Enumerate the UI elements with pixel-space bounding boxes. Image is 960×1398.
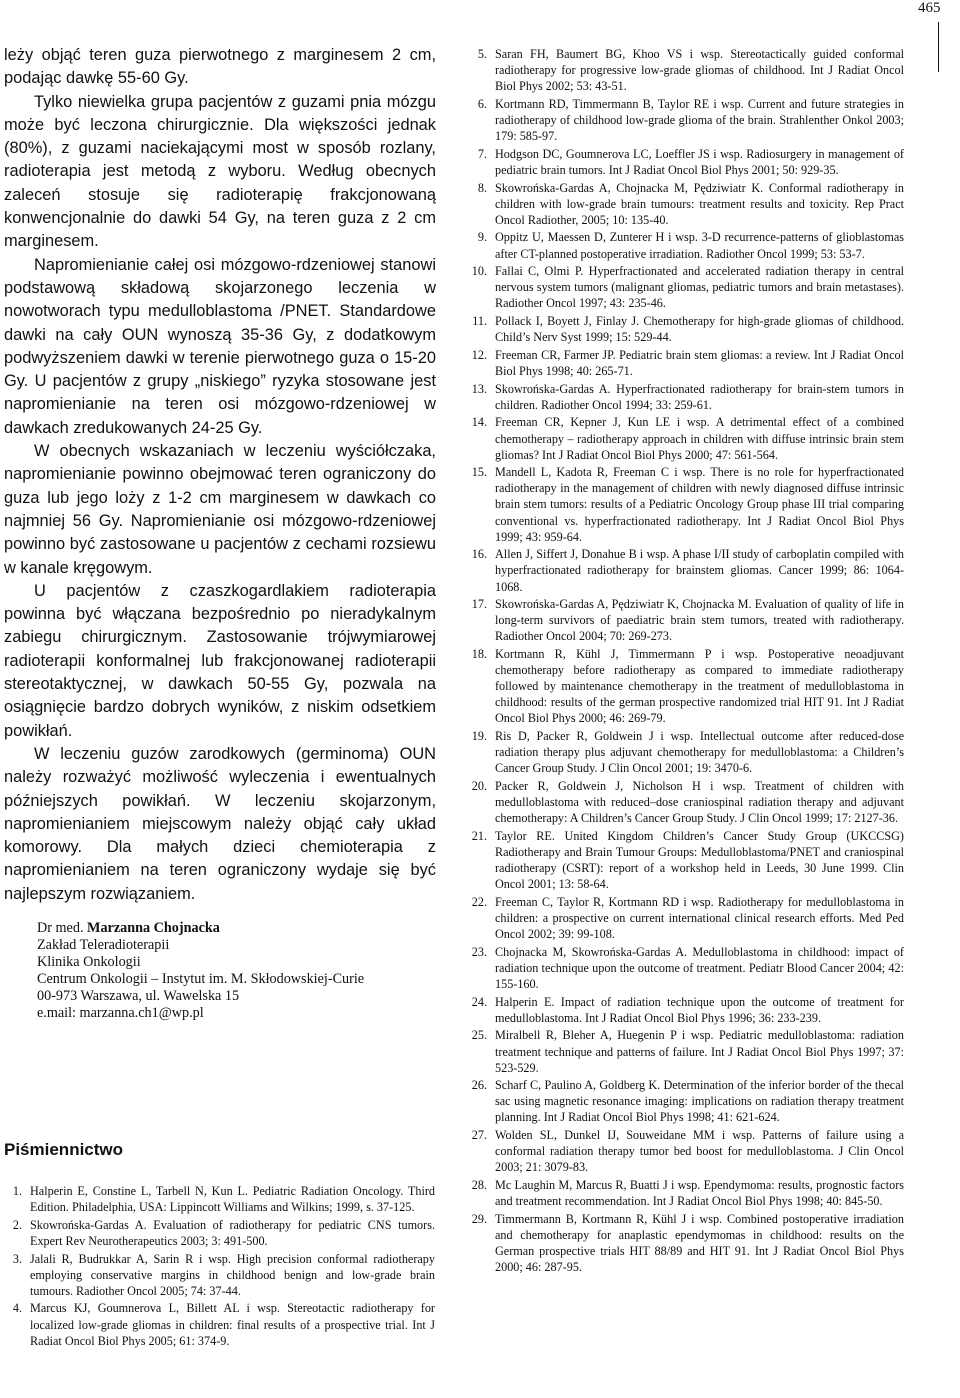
reference-text: Scharf C, Paulino A, Goldberg K. Determination of the inferior border of the thecal sac using magnetic resonance imaging: implications on radiation therapy treatment planning. Int J Radiat Oncol Biol Phys 1998; 41: 621-624.	[495, 1078, 904, 1125]
reference-text: Wolden SL, Dunkel IJ, Souweidane MM i wsp. Patterns of failure using a conformal radiation therapy tumor bed boost for medulloblastoma. J Clin Oncol 2003; 21: 3079-83.	[495, 1128, 904, 1175]
reference-item	[469, 146, 904, 178]
reference-number: 2.	[12, 1217, 22, 1232]
reference-text: Allen J, Siffert J, Donahue B i wsp. A phase I/II study of carboplatin compiled with hyperfractionated radiotherapy for brainstem gliomas. Cancer 1999; 86: 1064-1068.	[495, 547, 904, 594]
reference-text: Taylor RE. United Kingdom Children’s Cancer Study Group (UKCCSG) Radiotherapy and Brain Tumour Groups: Medulloblastoma/PNET and craniospinal radiotherapy (CSRT): report of a workshop held in Leeds, 30 June 1999. Clin Oncol 2001; 13: 58-64.	[495, 828, 904, 892]
reference-item	[4, 1183, 435, 1215]
reference-item	[469, 1027, 904, 1075]
reference-item	[469, 464, 904, 544]
address-line: Zakład Teleradioterapii	[37, 936, 170, 953]
reference-text: Mc Laughin M, Marcus R, Buatti J i wsp. Ependymoma: results, prognostic factors and treatment recommendation. Int J Radiat Oncol Biol Phys 1998; 40: 845-50.	[495, 1178, 904, 1209]
reference-item	[469, 96, 904, 144]
reference-text: Skowrońska-Gardas A. Hyperfractionated radiotherapy for brain-stem tumors in children. Radiother Oncol 1994; 33: 259-61.	[495, 381, 904, 412]
reference-number: 20.	[471, 779, 487, 794]
reference-text: Fallai C, Olmi P. Hyperfractionated and accelerated radiation therapy in central nervous system tumors (malignant gliomas, pediatric tumors and brain metastases). Radiother Oncol 1997; 43: 235-46.	[495, 264, 904, 311]
body-paragraph: U pacjentów z czaszkogardlakiem radioterapia powinna być włączana bezpośrednio po nieradykalnym zabiegu chirurgicznym. Zastosowanie trójwymiarowej radioterapii konformalnej lub frakcjonowanej radioterapii stereotaktycznej, w dawkach 50-55 Gy, pozwala na osiągnięcie bardzo dobrych wyników, z niskim odsetkiem powikłań.	[4, 581, 436, 740]
reference-item	[469, 1177, 904, 1209]
reference-number: 28.	[471, 1178, 487, 1193]
address-line: 00-973 Warszawa, ul. Wawelska 15	[37, 987, 240, 1004]
references-list-left	[4, 1183, 435, 1350]
reference-number: 17.	[471, 597, 487, 612]
reference-number: 25.	[471, 1028, 487, 1043]
reference-text: Saran FH, Baumert BG, Khoo VS i wsp. Stereotactically guided conformal radiotherapy for progressive low-grade gliomas of childhood. Int J Radiat Oncol Biol Phys 2002; 53: 43-51.	[495, 47, 904, 94]
reference-text: Freeman C, Taylor R, Kortmann RD i wsp. Radiotherapy for medulloblastoma in children: a prospective on current international clinical research efforts. Med Ped Oncol 2002; 39: 99-108.	[495, 894, 904, 942]
author-name: Marzanna Chojnacka	[87, 920, 220, 936]
reference-text: Pollack I, Boyett J, Finlay J. Chemotherapy for high-grade gliomas of childhood. Child’s Nerv Syst 1999; 15: 529-44.	[495, 314, 904, 345]
reference-item	[469, 1211, 904, 1275]
body-paragraph: leży objąć teren guza pierwotnego z marginesem 2 cm, podając dawkę 55-60 Gy.	[4, 46, 436, 88]
reference-number: 14.	[471, 415, 487, 430]
reference-number: 9.	[477, 230, 487, 245]
page-number: 465	[918, 0, 941, 16]
reference-item	[469, 414, 904, 462]
reference-text: Skowrońska-Gardas A, Pędziwiatr K, Chojnacka M. Evaluation of quality of life in long-term survivors of paediatric brain stem tumors, treated with radiotherapy. Radiother Oncol 2004; 70: 269-273.	[495, 597, 904, 644]
reference-number: 13.	[471, 381, 487, 396]
reference-number: 16.	[471, 547, 487, 562]
references-heading: Piśmiennictwo	[4, 1140, 124, 1159]
reference-text: Halperin E, Constine L, Tarbell N, Kun L. Pediatric Radiation Oncology. Third Edition. Philadelphia, USA: Lippincott Williams and Wilkins; 1999, s. 37-125.	[30, 1184, 435, 1215]
reference-number: 6.	[477, 96, 487, 111]
reference-number: 27.	[471, 1128, 487, 1143]
reference-item	[469, 347, 904, 379]
reference-number: 12.	[471, 347, 487, 362]
reference-text: Marcus KJ, Goumnerova L, Billett AL i wsp. Stereotactic radiotherapy for localized low-grade gliomas in children: final results of a prospective trial. Int J Radiat Oncol Biol Phys 2005; 61: 374-9.	[30, 1301, 435, 1348]
reference-item	[469, 263, 904, 311]
reference-number: 26.	[471, 1078, 487, 1093]
reference-item	[469, 728, 904, 776]
reference-item	[469, 828, 904, 892]
reference-item	[469, 381, 904, 413]
reference-text: Skowrońska-Gardas A. Evaluation of radiotherapy for pediatric CNS tumors. Expert Rev Neurotherapeutics 2003; 3: 491-500.	[30, 1217, 435, 1248]
reference-number: 8.	[477, 180, 487, 195]
address-line: Centrum Onkologii – Instytut im. M. Skłodowskiej-Curie	[37, 970, 365, 987]
author-address	[37, 920, 364, 1021]
reference-text: Chojnacka M, Skowrońska-Gardas A. Medulloblastoma in childhood: impact of radiation technique upon the outcome of treatment. Pediatr Blood Cancer 2004; 42: 155-160.	[495, 944, 904, 991]
reference-item	[469, 180, 904, 228]
reference-number: 29.	[471, 1211, 487, 1226]
body-paragraph: W obecnych wskazaniach w leczeniu wyściółczaka, napromienianie powinno obejmować teren ograniczony do guza lub jego loży z 1-2 cm marginesem w dawkach co najmniej 56 Gy. Napromienianie osi mózgowo-rdzeniowej powinno być zastosowane u pacjentów z cechami rozsiewu w kanale kręgowym.	[4, 442, 436, 577]
reference-number: 10.	[471, 264, 487, 279]
reference-item	[4, 1300, 435, 1348]
reference-text: Skowrońska-Gardas A, Chojnacka M, Pędziwiatr K. Conformal radiotherapy in children with low-grade brain tumours: treatment results and toxicity. Rep Pract Oncol Radiother, 2005; 10: 135-40.	[495, 180, 904, 227]
reference-number: 24.	[471, 994, 487, 1009]
reference-number: 23.	[471, 944, 487, 959]
reference-number: 18.	[471, 647, 487, 662]
reference-number: 4.	[12, 1301, 22, 1316]
reference-number: 5.	[477, 47, 487, 61]
reference-text: Halperin E. Impact of radiation technique upon the outcome of treatment for medulloblastoma. Int J Radiat Oncol Biol Phys 1996; 36: 233-239.	[495, 994, 904, 1025]
body-text	[4, 44, 436, 906]
reference-item	[469, 894, 904, 942]
reference-text: Miralbell R, Bleher A, Huegenin P i wsp. Pediatric medulloblastoma: radiation treatment technique and patterns of failure. Int J Radiat Oncol Biol Phys 1997; 37: 523-529.	[495, 1028, 904, 1075]
reference-text: Freeman CR, Farmer JP. Pediatric brain stem gliomas: a review. Int J Radiat Oncol Biol Phys 1998; 40: 265-71.	[495, 347, 904, 378]
reference-text: Oppitz U, Maessen D, Zunterer H i wsp. 3-D recurrence-patterns of glioblastomas after CT-planned postoperative irradiation. Radiother Oncol 1999; 53: 53-7.	[495, 230, 904, 261]
reference-text: Mandell L, Kadota R, Freeman C i wsp. There is no role for hyperfractionated radiotherapy in the management of children with newly diagnosed diffuse intrinsic brain stem tumors: results of a Pediatric Oncology Group phase III trial comparing conventional vs. hyperfractionated radiotherapy. Int J Radiat Oncol Biol Phys 1999; 43: 959-64.	[495, 465, 904, 544]
reference-text: Jalali R, Budrukkar A, Sarin R i wsp. High precision conformal radiotherapy employing conservative margins in childhood benign and low-grade brain tumours. Radiother Oncol 2005; 74: 37-44.	[30, 1251, 435, 1298]
author-name-line	[37, 920, 364, 937]
reference-number: 21.	[471, 828, 487, 843]
reference-text: Kortmann R, Kühl J, Timmermann P i wsp. Postoperative neoadjuvant chemotherapy before radiotherapy as compared to immediate radiotherapy followed by maintenance chemotherapy in the treatment of medulloblastoma in childhood: results of the german prospective randomized trial HIT 91. Int J Radiat Oncol Biol Phys 2000; 46: 269-79.	[495, 647, 904, 726]
reference-number: 3.	[12, 1251, 22, 1266]
reference-item	[469, 546, 904, 594]
reference-item	[469, 994, 904, 1026]
reference-text: Packer R, Goldwein J, Nicholson H i wsp. Treatment of children with medulloblastoma with reduced–dose craniospinal radiation therapy and adjuvant chemotherapy: A Children’s Cancer Group Study. J Clin Oncol 1999; 17: 2127-36.	[495, 779, 904, 826]
author-title: Dr med.	[37, 920, 88, 936]
reference-item	[469, 596, 904, 644]
body-paragraph: Napromienianie całej osi mózgowo-rdzeniowej stanowi podstawową składową skojarzonego leczenia w nowotworach typu medulloblastoma /PNET. Standardowe dawki na cały OUN wynoszą 35-36 Gy, z dodatkowym podwyższeniem dawki w terenie pierwotnego guza o 15-20 Gy. U pacjentów z grupy „niskiego” ryzyka stosowane jest napromienianie na teren osi mózgowo-rdzeniowej w dawkach zredukowanych 24-25 Gy.	[4, 255, 436, 437]
reference-item	[469, 229, 904, 261]
reference-text: Timmermann B, Kortmann R, Kühl J i wsp. Combined postoperative irradiation and chemotherapy for anaplastic ependymomas in childhood: results on the German prospective trials HIT 88/89 and HIT 91. Int J Radiat Oncol Biol Phys 2000; 46: 287-95.	[495, 1211, 904, 1275]
references-list-right	[469, 46, 904, 1277]
body-paragraph: W leczeniu guzów zarodkowych (germinoma) OUN należy rozważyć możliwość wyleczenia i ewentualnych późniejszych powikłań. W leczeniu skojarzonym, napromienianiem miejscowym należy objąć cały układ komorowy. Dla małych dzieci chemioterapia z napromienianiem na teren ograniczony wydaje się być najlepszym rozwiązaniem.	[4, 744, 436, 903]
reference-number: 19.	[471, 729, 487, 744]
reference-number: 22.	[471, 894, 487, 909]
reference-number: 11.	[472, 314, 487, 329]
address-line: Klinika Onkologii	[37, 953, 141, 970]
reference-item	[4, 1217, 435, 1249]
reference-text: Hodgson DC, Goumnerova LC, Loeffler JS i wsp. Radiosurgery in management of pediatric brain tumors. Int J Radiat Oncol Biol Phys 2001; 50: 929-35.	[495, 146, 904, 177]
reference-text: Kortmann RD, Timmermann B, Taylor RE i wsp. Current and future strategies in radiotherapy of childhood low-grade glioma of the brain. Strahlenther Onkol 2003; 179: 585-97.	[495, 96, 904, 144]
reference-item	[469, 646, 904, 726]
reference-item	[4, 1251, 435, 1299]
reference-number: 7.	[477, 146, 487, 161]
reference-item	[469, 46, 904, 94]
reference-item	[469, 944, 904, 992]
reference-item	[469, 778, 904, 826]
reference-item	[469, 313, 904, 345]
reference-number: 1.	[12, 1184, 22, 1198]
address-email: e.mail: marzanna.ch1@wp.pl	[37, 1004, 204, 1021]
reference-item	[469, 1077, 904, 1125]
reference-number: 15.	[471, 465, 487, 480]
body-paragraph: Tylko niewielka grupa pacjentów z guzami pnia mózgu może być leczona chirurgicznie. Dla większości jednak (80%), z guzami naciekającymi most w sposób rozlany, radioterapia jest metodą z wyboru. Według obecnych zaleceń stosuje się radioterapię frakcjonowaną konwencjonalnie do dawki 54 Gy, na teren guza z 2 cm marginesem.	[4, 92, 436, 251]
reference-text: Ris D, Packer R, Goldwein J i wsp. Intellectual outcome after reduced-dose radiation therapy plus adjuvant chemotherapy for medulloblastoma: a Children’s Cancer Group Study. J Clin Oncol 2001; 19: 3470-6.	[495, 729, 904, 776]
header-rule	[938, 22, 939, 72]
reference-item	[469, 1127, 904, 1175]
reference-text: Freeman CR, Kepner J, Kun LE i wsp. A detrimental effect of a combined chemotherapy – radiotherapy approach in children with diffuse intrinsic brain stem gliomas? Int J Radiat Oncol Biol Phys 2000; 47: 561-564.	[495, 415, 904, 462]
